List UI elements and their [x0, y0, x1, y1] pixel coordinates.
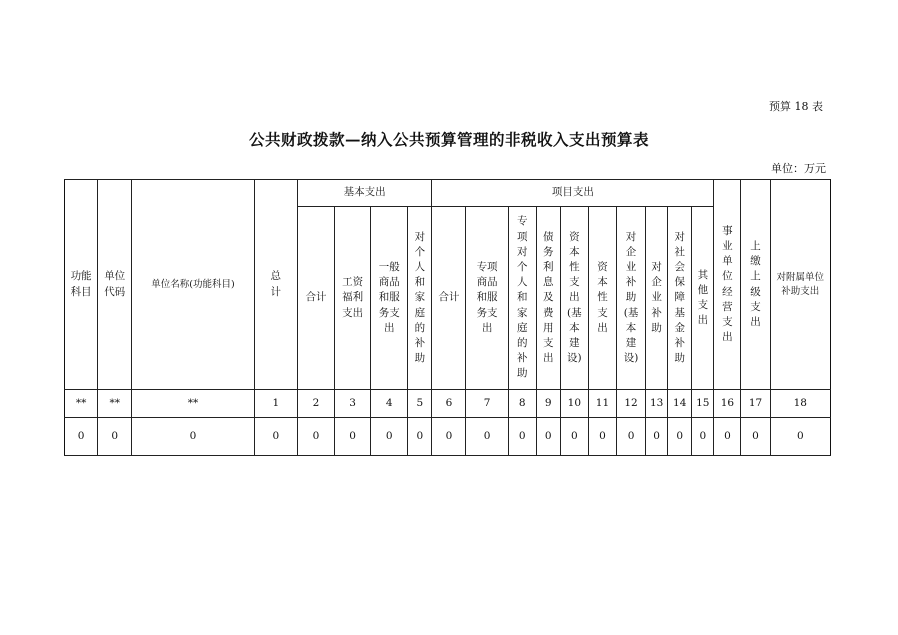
header-project-col: 债 务 利 息 及 费 用 支 出	[536, 207, 560, 390]
header-project-col: 对 企 业 补 助 (基 本 建 设)	[617, 207, 646, 390]
unit-label: 单位：万元	[771, 162, 826, 175]
table-cell: 4	[371, 390, 408, 418]
table-cell: 2	[297, 390, 334, 418]
table-cell: 0	[432, 418, 466, 456]
header-project-col: 资 本 性 支 出	[588, 207, 616, 390]
table-cell: 9	[536, 390, 560, 418]
table-cell: 3	[335, 390, 371, 418]
table-cell: 0	[770, 418, 830, 456]
page-title: 公共财政拨款—纳入公共预算管理的非税收入支出预算表	[248, 130, 649, 149]
header-project-col: 专项 商品 和服 务支 出	[466, 207, 508, 390]
table-cell: 0	[65, 418, 98, 456]
table-cell: 0	[466, 418, 508, 456]
header-project-group: 项目支出	[432, 180, 714, 207]
table-row-column-numbers	[65, 390, 831, 418]
table-cell: 0	[617, 418, 646, 456]
table-cell: 0	[371, 418, 408, 456]
header-func-code: 功能 科目	[65, 180, 98, 390]
header-basic-col: 合计	[297, 207, 334, 390]
header-project-col: 对 社 会 保 障 基 金 补 助	[668, 207, 692, 390]
table-number-label: 预算 18 表	[769, 100, 823, 113]
header-business: 事 业 单 位 经 营 支 出	[714, 180, 741, 390]
header-unit-code: 单位 代码	[98, 180, 132, 390]
table-cell: 0	[132, 418, 254, 456]
table-cell: 15	[692, 390, 714, 418]
table-cell: 13	[646, 390, 668, 418]
table-cell: 6	[432, 390, 466, 418]
table-cell: 0	[741, 418, 770, 456]
table-cell: 0	[714, 418, 741, 456]
header-project-col: 资 本 性 支 出 (基 本 建 设)	[560, 207, 588, 390]
table-cell: 0	[408, 418, 432, 456]
table-cell: 11	[588, 390, 616, 418]
table-cell: 12	[617, 390, 646, 418]
header-basic-group: 基本支出	[297, 180, 431, 207]
budget-table	[64, 179, 831, 456]
table-cell: 17	[741, 390, 770, 418]
table-cell: 7	[466, 390, 508, 418]
table-cell: 0	[508, 418, 536, 456]
table-cell: **	[65, 390, 98, 418]
header-project-col: 对 企 业 补 助	[646, 207, 668, 390]
table-cell: **	[98, 390, 132, 418]
table-cell: 0	[335, 418, 371, 456]
header-affiliate: 对附属单位 补助支出	[770, 180, 830, 390]
table-cell: **	[132, 390, 254, 418]
header-project-col: 其 他 支 出	[692, 207, 714, 390]
header-unit-name: 单位名称(功能科目)	[132, 180, 254, 390]
table-cell: 0	[668, 418, 692, 456]
header-basic-col: 对 个 人 和 家 庭 的 补 助	[408, 207, 432, 390]
table-cell: 8	[508, 390, 536, 418]
table-cell: 18	[770, 390, 830, 418]
table-cell: 16	[714, 390, 741, 418]
header-basic-col: 一般 商品 和服 务支 出	[371, 207, 408, 390]
table-cell: 0	[254, 418, 297, 456]
header-total: 总 计	[254, 180, 297, 390]
table-cell: 0	[297, 418, 334, 456]
table-cell: 0	[536, 418, 560, 456]
table-cell: 0	[646, 418, 668, 456]
table-cell: 0	[692, 418, 714, 456]
table-cell: 0	[560, 418, 588, 456]
table-cell: 1	[254, 390, 297, 418]
table-cell: 14	[668, 390, 692, 418]
table-cell: 0	[588, 418, 616, 456]
header-project-col: 合计	[432, 207, 466, 390]
header-basic-col: 工资 福利 支出	[335, 207, 371, 390]
header-project-col: 专 项 对 个 人 和 家 庭 的 补 助	[508, 207, 536, 390]
table-cell: 5	[408, 390, 432, 418]
table-row-values	[65, 418, 831, 456]
header-upper: 上 缴 上 级 支 出	[741, 180, 770, 390]
table-cell: 10	[560, 390, 588, 418]
table-cell: 0	[98, 418, 132, 456]
